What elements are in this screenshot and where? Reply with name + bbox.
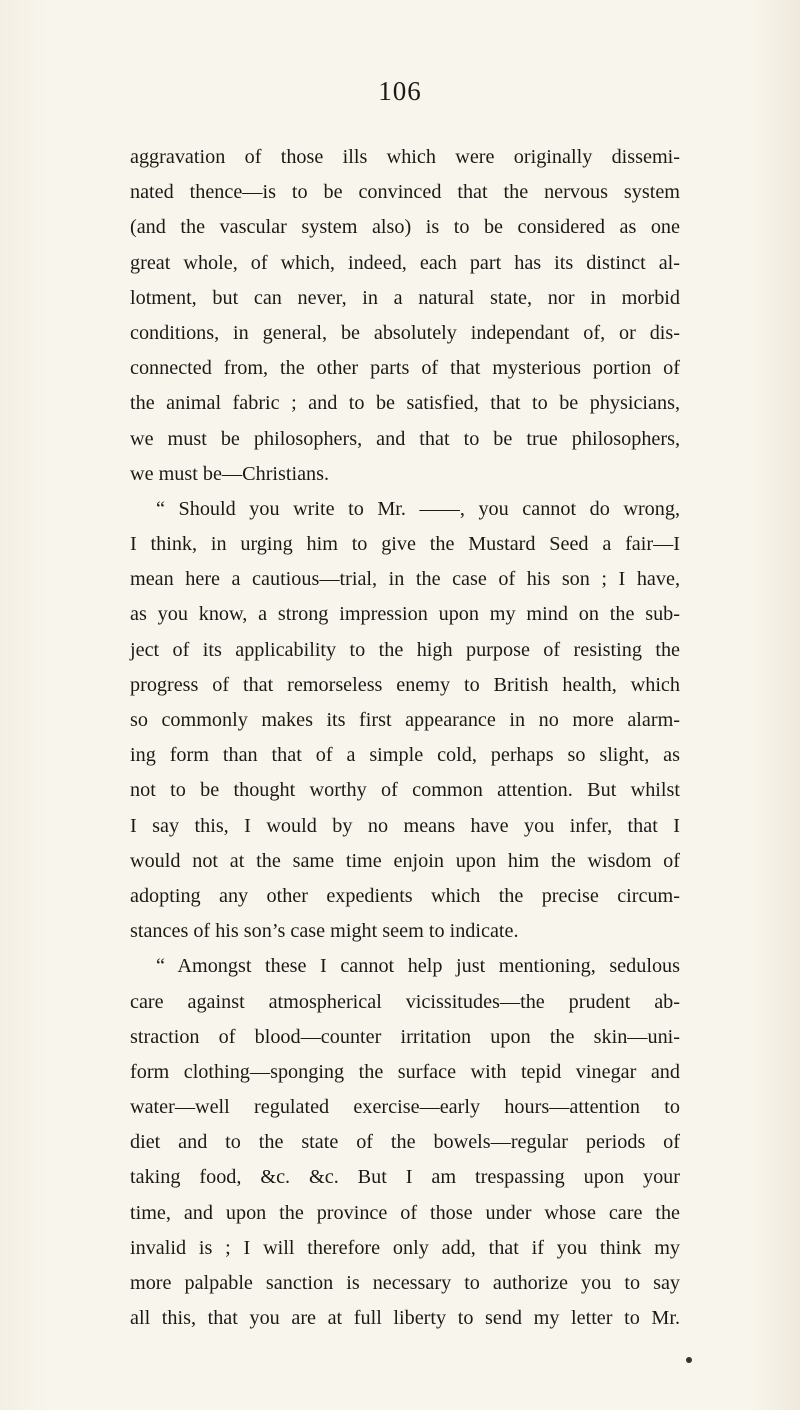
text-line: form clothing—sponging the surface with tepid vinegar and — [130, 1060, 680, 1083]
text-line: ject of its applicability to the high purpose of resisting the — [130, 638, 680, 661]
text-line: connected from, the other parts of that mysterious portion of — [130, 357, 680, 380]
text-line: “ Should you write to Mr. ——, you cannot do wrong, — [156, 497, 680, 520]
text-line: (and the vascular system also) is to be considered as one — [130, 216, 680, 239]
text-line: I think, in urging him to give the Mustard Seed a fair—I — [130, 533, 680, 556]
text-line: we must be philosophers, and that to be true philosophers, — [130, 427, 680, 450]
text-line: stances of his son’s case might seem to indicate. — [130, 920, 519, 943]
text-line: ing form than that of a simple cold, perhaps so slight, as — [130, 744, 680, 767]
text-line: “ Amongst these I cannot help just mentioning, sedulous — [156, 955, 680, 978]
text-line: adopting any other expedients which the precise circum- — [130, 884, 680, 907]
text-line: care against atmospherical vicissitudes—the prudent ab- — [130, 990, 680, 1013]
text-line: diet and to the state of the bowels—regular periods of — [130, 1131, 680, 1154]
text-line: would not at the same time enjoin upon him the wisdom of — [130, 849, 680, 872]
text-line: we must be—Christians. — [130, 462, 330, 485]
ink-spot — [686, 1357, 692, 1363]
text-line: time, and upon the province of those under whose care the — [130, 1201, 680, 1224]
page-number: 106 — [378, 76, 422, 106]
text-line: the animal fabric ; and to be satisfied, that to be physicians, — [130, 392, 680, 415]
text-line: more palpable sanction is necessary to authorize you to say — [130, 1272, 680, 1294]
text-line: water—well regulated exercise—early hours—attention to — [130, 1096, 680, 1119]
text-line: not to be thought worthy of common attention. But whilst — [130, 779, 680, 802]
text-line: as you know, a strong impression upon my mind on the sub- — [130, 603, 680, 626]
body-text — [130, 140, 680, 1336]
text-line: conditions, in general, be absolutely independant of, or dis- — [130, 321, 680, 344]
text-line: nated thence—is to be convinced that the nervous system — [130, 181, 680, 204]
text-line: mean here a cautious—trial, in the case of his son ; I have, — [130, 568, 680, 591]
text-line: straction of blood—counter irritation upon the skin—uni- — [130, 1025, 680, 1048]
text-line: lotment, but can never, in a natural state, nor in morbid — [130, 286, 680, 309]
text-line: great whole, of which, indeed, each part has its distinct al- — [130, 251, 680, 274]
text-line: aggravation of those ills which were originally dissemi- — [130, 146, 680, 168]
text-line: progress of that remorseless enemy to British health, which — [130, 673, 680, 696]
text-line: taking food, &c. &c. But I am trespassing upon your — [130, 1166, 680, 1189]
text-line: so commonly makes its first appearance in no more alarm- — [130, 709, 680, 731]
text-line: I say this, I would by no means have you infer, that I — [130, 814, 680, 837]
text-line: all this, that you are at full liberty to send my letter to Mr. — [130, 1307, 680, 1330]
text-line: invalid is ; I will therefore only add, that if you think my — [130, 1236, 680, 1259]
